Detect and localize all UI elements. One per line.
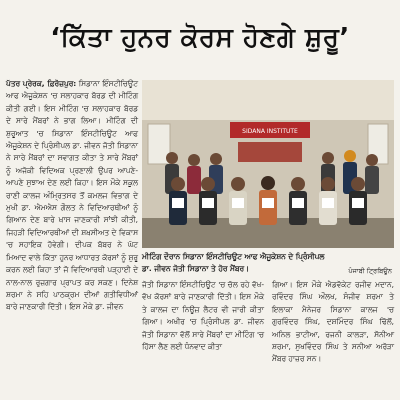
person-head — [166, 152, 178, 164]
photo-ceiling — [142, 80, 394, 120]
person-head — [201, 177, 215, 191]
certificate — [232, 198, 244, 208]
person-head — [321, 177, 335, 191]
person-head — [188, 154, 200, 166]
article-lead-text: ਸਿਡਾਨਾ ਇੰਸਟੀਚਿਊਟ ਆਫ ਐਜੂਕੇਸ਼ਨ 'ਚ ਸਲਾਹਕਾਰ ਬੋਰਡ ਦੀ ਮੀਟਿੰਗ ਕੀਤੀ ਗਈ। ਇਸ ਮੀਟਿੰਗ 'ਚ ਸਲਾਹਕਾਰ ਬੋਰਡ ਦੇ ਸਾਰੇ ਮੈਂਬਰਾਂ ਨੇ ਭਾਗ ਲਿਆ। ਮੀਟਿੰਗ ਦੀ ਸ਼ੁਰੂਆਤ 'ਚ ਸਿਡਾਨਾ ਇੰਸਟੀਚਿਊਟ ਆਫ ਐਜੂਕੇਸ਼ਨ ਦੇ ਪ੍ਰਿੰਸੀਪਲ ਡਾ. ਜੀਵਨ ਜੋਤੀ ਸਿਡਾਨਾ ਨੇ ਸਾਰੇ ਮੈਂਬਰਾਂ ਦਾ ਸਵਾਗਤ ਕੀਤਾ ਤੇ ਸਾਰੇ ਮੈਂਬਰਾਂ ਨੂੰ ਅਜੋਕੀ ਵਿਦਿਅਕ ਪ੍ਰਣਾਲੀ ਉਪਰ ਆਪਣੇ-ਆਪਣੇ ਸੁਝਾਅ ਦੇਣ ਲਈ ਕਿਹਾ। ਇਸ ਮੌਕੇ ਸਕੂਲ ਰਾਣੀ ਕਾਲਜ ਅੰਮ੍ਰਿਤਸਰ ਤੋਂ ਕਮਲਜ ਵਿਭਾਗ ਦੇ ਮੁਖੀ ਡਾ. ਐਮਐਸ ਗੌਲਤ ਨੇ ਵਿਦਿਆਰਥੀਆਂ ਨੂੰ ਗਿਆਨ ਦੇਣ ਬਾਰੇ ਖ਼ਾਸ ਜਾਣਕਾਰੀ ਸਾਂਝੀ ਕੀਤੀ, ਜਿਹੜੀ ਵਿਦਿਆਰਥੀਆਂ ਦੀ ਸ਼ਖ਼ਸੀਅਤ ਦੇ ਵਿਕਾਸ 'ਚ ਸਹਾਇਕ ਹੋਵੇਗੀ। ਦੀਪਕ ਬੱਬਰ ਨੇ ਘੱਟ ਮਿਆਦ ਵਾਲੇ ਕਿੱਤਾ ਹੁਨਰ ਆਧਾਰਤ ਕੋਰਸਾਂ ਨੂੰ ਸ਼ੁਰੂ ਕਰਨ ਲਈ ਕਿਹਾ ਤਾਂ ਜੋ ਵਿਦਿਆਰਥੀ ਪੜ੍ਹਾਈ ਦੇ ਨਾਲ-ਨਾਲ ਰੁਜ਼ਗਾਰ ਪ੍ਰਾਪਤ ਕਰ ਸਕਣ। ਦਿਨੇਸ਼ ਸ਼ਰਮਾ ਨੇ ਸਹਿ ਪਾਠਕ੍ਰਮ ਦੀਆਂ ਗਤੀਵਿਧੀਆਂ ਬਾਰੇ ਜਾਣਕਾਰੀ ਦਿੱਤੀ। ਇਸ ਮੌਕੇ ਡਾ. ਜੀਵਨ — [6, 79, 138, 312]
photo-caption-text: ਮੀਟਿੰਗ ਦੌਰਾਨ ਸਿਡਾਨਾ ਇੰਸਟੀਚਿਊਟ ਆਫ ਐਜੂਕੇਸ਼ਨ ਦੇ ਪ੍ਰਿੰਸੀਪਲ ਡਾ. ਜੀਵਨ ਜੋਤੀ ਸਿਡਾਨਾ ਤੇ ਹੋਰ ਮੈਂਬਰ। — [142, 252, 325, 273]
article-body-column: ਗਿਆ। ਇਸ ਮੌਕੇ ਐਡਵੋਕੇਟ ਰਜੀਵ ਮਦਾਨ, ਰਵਿੰਦਰ ਸਿੰਘ ਔਲਖ, ਸੰਜੀਵ ਸ਼ਰਮਾ ਤੇ ਇਲਾਕਾ ਮੈਨੇਜਰ ਸਿਡਾਨਾ ਕਾਲਜ 'ਚ ਗੁਰਵਿੰਦਰ ਸਿੰਘ, ਦਸ਼ਮਿੰਦਰ ਸਿੰਘ ਢਿੱਲੋਂ, ਅਨਿਲ ਭਾਟੀਆ, ਰਜਨੀ ਕਾਲੜਾ, ਸੋਨੀਆ ਸ਼ਰਮਾ, ਸੁਖਵਿੰਦਰ ਸਿੰਘ ਤੇ ਸਨੀਆ ਅਰੋੜਾ ਮੈਂਬਰ ਹਾਜ਼ਰ ਸਨ। — [272, 280, 394, 364]
person-head — [351, 177, 365, 191]
certificate — [322, 198, 334, 208]
wall-cabinet — [238, 142, 302, 162]
person-head — [366, 154, 378, 166]
person-head — [210, 153, 222, 165]
person-body — [187, 166, 201, 194]
certificate — [352, 198, 364, 208]
photo-caption — [142, 251, 394, 275]
certificate — [292, 198, 304, 208]
institute-banner-text: SIDANA INSTITUTE — [242, 128, 298, 135]
article-body-column: ਜੋਤੀ ਸਿਡਾਨਾ ਇੰਸਟੀਚਿਊਟ 'ਚ ਚੱਲ ਰਹੇ ਵੱਖ-ਵੱਖ ਕੋਰਸਾਂ ਬਾਰੇ ਜਾਣਕਾਰੀ ਦਿੱਤੀ। ਇਸ ਮੌਕੇ ਤੇ ਕਾਲਜ ਦਾ ਨਿਊਜ਼ ਲੈਟਰ ਵੀ ਜਾਰੀ ਕੀਤਾ ਗਿਆ। ਅਖੀਰ 'ਚ ਪ੍ਰਿੰਸੀਪਲ ਡਾ. ਜੀਵਨ ਜੋਤੀ ਸਿਡਾਨਾ ਵੱਲੋਂ ਸਾਰੇ ਮੈਂਬਰਾਂ ਦਾ ਮੀਟਿੰਗ 'ਚ ਹਿੱਸਾ ਲੈਣ ਲਈ ਧੰਨਵਾਦ ਕੀਤਾ — [142, 280, 264, 352]
article-lead-paragraph — [6, 78, 138, 314]
photo-credit: ਪੰਜਾਬੀ ਟ੍ਰਿਬਿਊਨ — [348, 267, 392, 275]
person-head — [344, 150, 356, 162]
certificate — [202, 198, 214, 208]
person-head — [171, 177, 185, 191]
certificate — [172, 198, 184, 208]
article-dateline: ਪੱਤਰ ਪ੍ਰੇਰਕ, ਫ਼ਿਰੋਜ਼ਪੁਰ: — [6, 79, 77, 88]
meeting-photo-illustration — [142, 80, 394, 248]
person-head — [291, 177, 305, 191]
article-headline: ‘ਕਿੱਤਾ ਹੁਨਰ ਕੋਰਸ ਹੋਣਗੇ ਸ਼ੁਰੂ’ — [50, 23, 350, 53]
article-lead-column — [6, 78, 138, 314]
person-head — [322, 152, 334, 164]
person-head — [261, 176, 275, 190]
person-head — [231, 177, 245, 191]
meeting-group-photo — [142, 80, 394, 248]
article-body-columns — [142, 279, 394, 366]
person-body — [365, 166, 379, 194]
certificate — [262, 198, 274, 208]
